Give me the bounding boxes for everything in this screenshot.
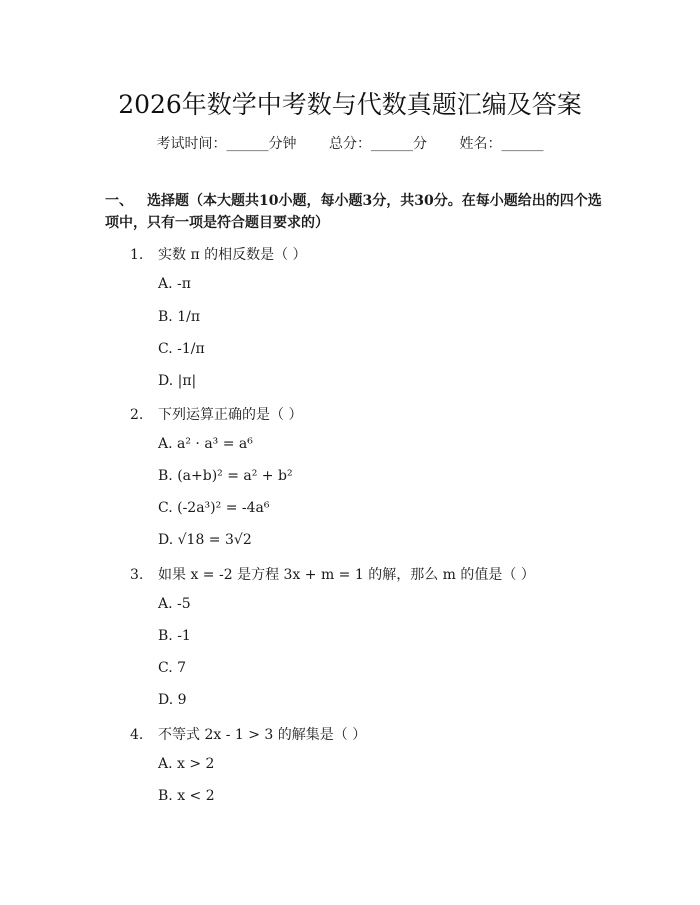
option-3c: C. 7 [158,660,187,676]
option-2b: B. (a+b)² = a² + b² [158,468,293,484]
question-number: 3. [130,567,144,583]
question-3 [130,564,535,584]
option-1c: C. -1/π [158,341,205,357]
total-score-field: 总分：______分 [329,136,427,152]
question-2 [130,404,302,424]
option-1d: D. |π| [158,373,197,389]
question-text: 实数 π 的相反数是（ ） [158,247,307,263]
question-number: 4. [130,727,144,743]
option-2a: A. a² · a³ = a⁶ [158,436,253,452]
option-1b: B. 1/π [158,309,201,325]
question-text: 下列运算正确的是（ ） [158,407,303,423]
option-2c: C. (-2a³)² = -4a⁶ [158,500,270,516]
option-3d: D. 9 [158,692,187,708]
page-title: 2026年数学中考数与代数真题汇编及答案 [118,90,582,119]
section-instructions: 选择题（本大题共10小题，每小题3分，共30分。在每小题给出的四个选项中，只有一项是符合题目要求的） [105,193,602,231]
question-text: 不等式 2x - 1 > 3 的解集是（ ） [158,727,367,743]
exam-time-field: 考试时间：______分钟 [156,136,297,152]
question-1 [130,244,307,264]
option-4a: A. x > 2 [158,756,215,772]
option-1a: A. -π [158,276,191,292]
question-4 [130,724,366,744]
question-number: 1. [130,247,144,263]
option-2d: D. √18 = 3√2 [158,532,252,548]
question-number: 2. [130,407,144,423]
name-field: 姓名：______ [459,136,544,152]
exam-info-line [0,133,700,153]
option-3a: A. -5 [158,596,191,612]
section-heading [105,190,605,234]
question-text: 如果 x = -2 是方程 3x + m = 1 的解，那么 m 的值是（ ） [158,567,535,583]
option-4b: B. x < 2 [158,788,215,804]
section-number: 一、 [105,193,133,209]
option-3b: B. -1 [158,628,191,644]
